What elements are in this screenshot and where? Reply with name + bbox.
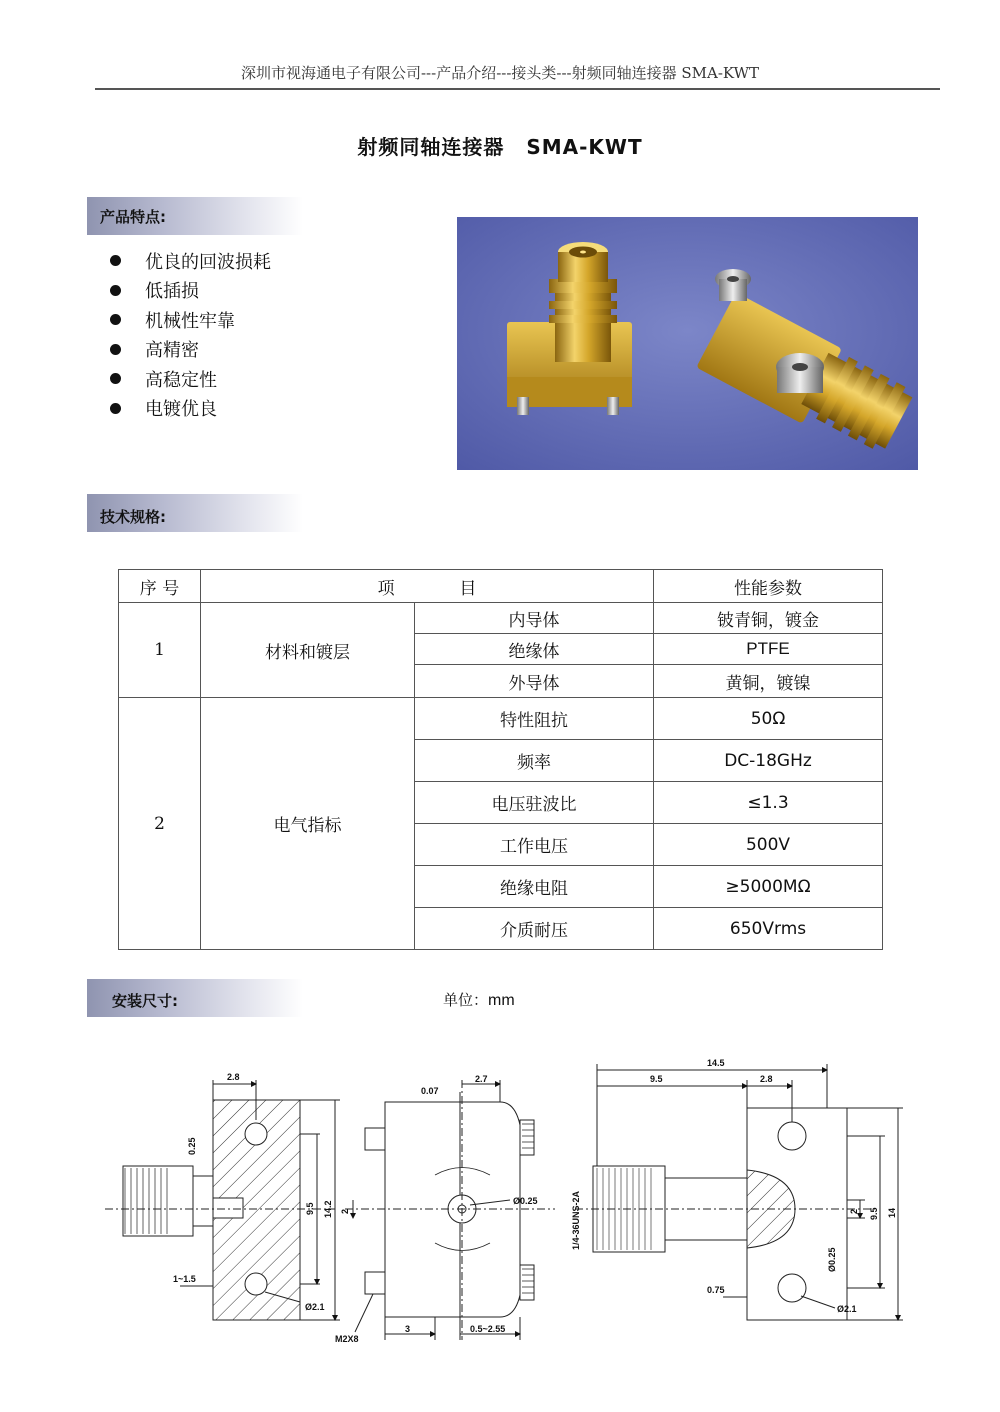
- bullet-icon: [110, 344, 121, 355]
- header-item: 项 目: [201, 570, 654, 603]
- dim-right-total-width: 14.5: [707, 1058, 725, 1068]
- list-item: [106, 246, 271, 276]
- dim-right-hole: Ø2.1: [837, 1304, 857, 1314]
- dim-mid-screw: M2X8: [335, 1334, 359, 1344]
- list-item: [106, 305, 271, 335]
- sub-item: 外导体: [415, 665, 654, 698]
- sub-item: 绝缘电阻: [415, 866, 654, 908]
- feature-text: 低插损: [145, 281, 199, 303]
- list-item: [106, 335, 271, 365]
- list-item: [106, 364, 271, 394]
- dim-mid-c: 3: [405, 1324, 411, 1334]
- features-list: [106, 246, 271, 423]
- sub-value: DC-18GHz: [654, 740, 883, 782]
- dim-right-thread: 1/4-36UNS-2A: [571, 1190, 581, 1250]
- group-number: 2: [119, 698, 201, 950]
- sub-value: ≤1.3: [654, 782, 883, 824]
- sub-item: 内导体: [415, 603, 654, 634]
- sub-value: 铍青铜，镀金: [654, 603, 883, 634]
- left-view: [105, 1080, 340, 1320]
- dim-left-mid: 9.5: [305, 1202, 315, 1215]
- group-name: 电气指标: [201, 698, 415, 950]
- bullet-icon: [110, 285, 121, 296]
- sub-item: 工作电压: [415, 824, 654, 866]
- dim-mid-height: 2: [340, 1208, 350, 1214]
- sub-value: 650Vrms: [654, 908, 883, 950]
- feature-text: 机械性牢靠: [145, 310, 235, 332]
- dim-right-flange: 2.8: [760, 1074, 773, 1084]
- header-no: 序 号: [119, 570, 201, 603]
- dim-mid-d: 0.5~2.55: [470, 1324, 506, 1334]
- dim-left-total: 14.2: [323, 1200, 333, 1218]
- dim-left-top-width: 2.8: [227, 1072, 240, 1082]
- dim-right-pin: Ø0.25: [827, 1247, 837, 1272]
- bullet-icon: [110, 255, 121, 266]
- title-main: 射频同轴连接器: [357, 135, 505, 159]
- sub-value: 黄铜，镀镍: [654, 665, 883, 698]
- dim-left-hole: Ø2.1: [305, 1302, 325, 1312]
- sub-item: 特性阻抗: [415, 698, 654, 740]
- sub-item: 频率: [415, 740, 654, 782]
- feature-text: 高精密: [145, 340, 199, 362]
- dim-right-body: 9.5: [650, 1074, 663, 1084]
- header-value: 性能参数: [654, 570, 883, 603]
- right-view: [575, 1064, 903, 1320]
- table-header-row: [119, 570, 883, 603]
- bullet-icon: [110, 403, 121, 414]
- dim-mid-pin: Ø0.25: [513, 1196, 538, 1206]
- dim-right-offset: 0.75: [707, 1285, 725, 1295]
- feature-text: 电镀优良: [145, 399, 217, 421]
- table-row: [119, 698, 883, 740]
- sub-value: 50Ω: [654, 698, 883, 740]
- features-section-label: 产品特点:: [100, 208, 166, 226]
- page-title: [0, 131, 1000, 160]
- sub-value: ≥5000MΩ: [654, 866, 883, 908]
- dim-right-height-b: 9.5: [869, 1207, 879, 1220]
- feature-text: 优良的回波损耗: [145, 251, 271, 273]
- sub-item: 介质耐压: [415, 908, 654, 950]
- dim-right-height-c: 14: [887, 1207, 897, 1218]
- sub-value: 500V: [654, 824, 883, 866]
- sub-value: PTFE: [654, 634, 883, 665]
- bullet-icon: [110, 373, 121, 384]
- product-photo: [457, 217, 918, 470]
- install-section-label: 安装尺寸:: [112, 992, 178, 1010]
- specs-section-label: 技术规格:: [100, 508, 166, 526]
- list-item: [106, 394, 271, 424]
- feature-text: 高稳定性: [145, 369, 217, 391]
- list-item: [106, 276, 271, 306]
- spec-table: [118, 569, 883, 950]
- dim-right-height-a: 2: [849, 1208, 859, 1214]
- sub-item: 电压驻波比: [415, 782, 654, 824]
- dimension-drawing: [95, 1050, 935, 1360]
- page-header: 深圳市视海通电子有限公司---产品介绍---接头类---射频同轴连接器 SMA-KWT: [240, 64, 759, 82]
- middle-view: [345, 1080, 555, 1340]
- dim-left-gap: 0.25: [187, 1137, 197, 1155]
- group-name: 材料和镀层: [201, 603, 415, 698]
- dim-mid-b: 2.7: [475, 1074, 488, 1084]
- sub-item: 绝缘体: [415, 634, 654, 665]
- dim-mid-a: 0.07: [421, 1086, 439, 1096]
- table-row: [119, 603, 883, 634]
- unit-value: mm: [488, 992, 515, 1009]
- header-divider: [95, 88, 940, 90]
- unit-prefix: 单位：: [443, 991, 489, 1009]
- group-number: 1: [119, 603, 201, 698]
- bullet-icon: [110, 314, 121, 325]
- unit-label: [443, 989, 515, 1010]
- title-model: SMA-KWT: [526, 135, 643, 159]
- dim-left-offset: 1~1.5: [173, 1274, 196, 1284]
